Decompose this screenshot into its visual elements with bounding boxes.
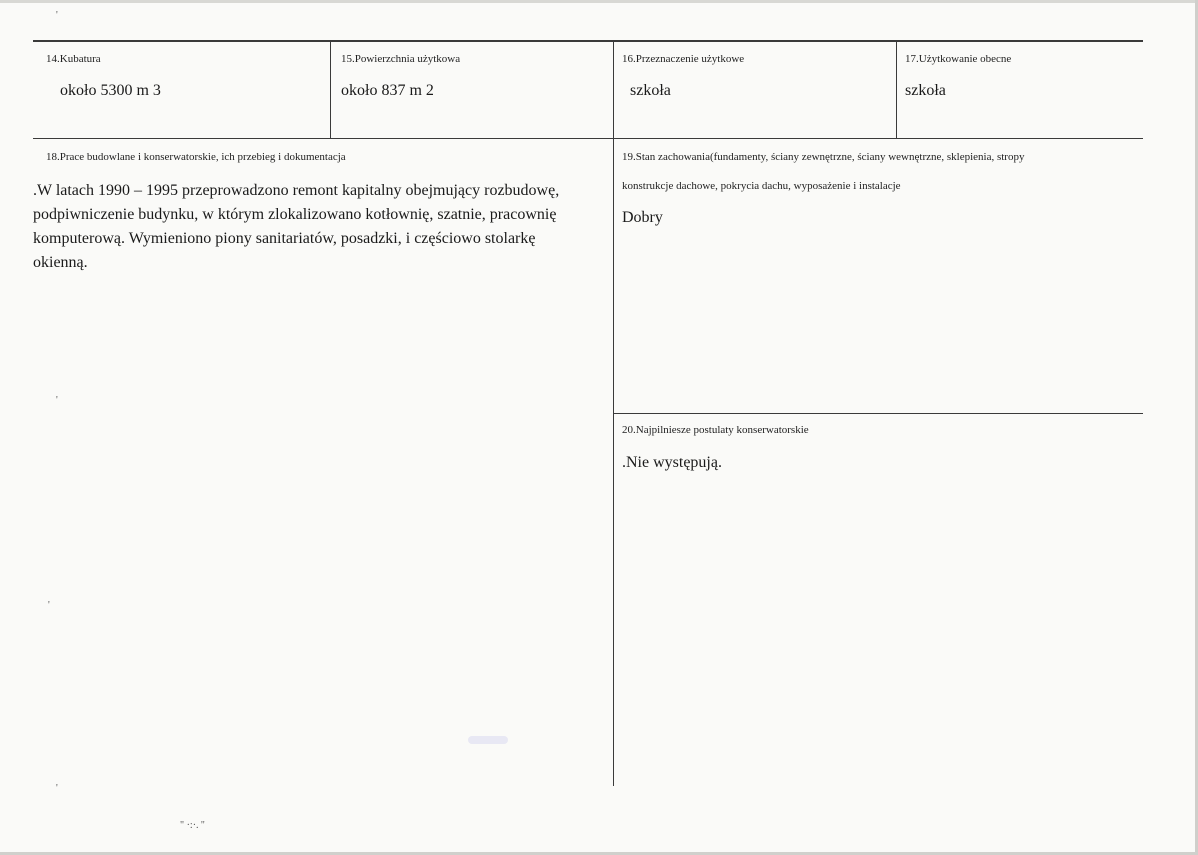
field-19-label-line-1: 19.Stan zachowania(fundamenty, ściany zewnętrzne, ściany wewnętrzne, sklepienia, stropy — [622, 151, 1025, 163]
field-18-label: 18.Prace budowlane i konserwatorskie, ich przebieg i dokumentacja — [46, 151, 346, 163]
field-18-text — [33, 179, 611, 275]
page-edge-top — [0, 0, 1198, 3]
field-18-line-4: okienną. — [33, 254, 88, 271]
scan-speck: ' — [56, 395, 58, 406]
divider-19-20 — [613, 413, 1143, 414]
field-14-label: 14.Kubatura — [46, 53, 101, 65]
field-14-value: około 5300 m 3 — [60, 82, 161, 99]
scan-speck: ' — [56, 783, 58, 794]
field-18-line-2: podpiwniczenie budynku, w którym zlokalizowano kotłownię, szatnie, pracownię — [33, 206, 557, 223]
field-20-label: 20.Najpilniesze postulaty konserwatorskie — [622, 424, 809, 436]
row1-bottom-line — [33, 138, 1143, 139]
field-17-value: szkoła — [905, 82, 946, 99]
field-16-value: szkoła — [630, 82, 671, 99]
field-20-value: .Nie występują. — [622, 454, 722, 471]
divider-16-17 — [896, 41, 897, 139]
scan-speck: ' — [56, 10, 58, 21]
field-17-label: 17.Użytkowanie obecne — [905, 53, 1012, 65]
divider-14-15 — [330, 41, 331, 139]
field-18-line-3: komputerową. Wymieniono piony sanitariatów, posadzki, i częściowo stolarkę — [33, 230, 536, 247]
field-16-label: 16.Przeznaczenie użytkowe — [622, 53, 745, 65]
scan-speck: " ·:·. '' — [180, 820, 205, 831]
field-19-label-line-2: konstrukcje dachowe, pokrycia dachu, wyposażenie i instalacje — [622, 180, 901, 192]
field-15-label: 15.Powierzchnia użytkowa — [341, 53, 461, 65]
scan-smudge — [468, 736, 508, 744]
field-15-value: około 837 m 2 — [341, 82, 434, 99]
scan-speck: ' — [48, 600, 50, 611]
field-18-line-1: .W latach 1990 – 1995 przeprowadzono remont kapitalny obejmujący rozbudowę, — [33, 182, 560, 199]
top-border-line — [33, 40, 1143, 42]
field-19-value: Dobry — [622, 209, 663, 226]
